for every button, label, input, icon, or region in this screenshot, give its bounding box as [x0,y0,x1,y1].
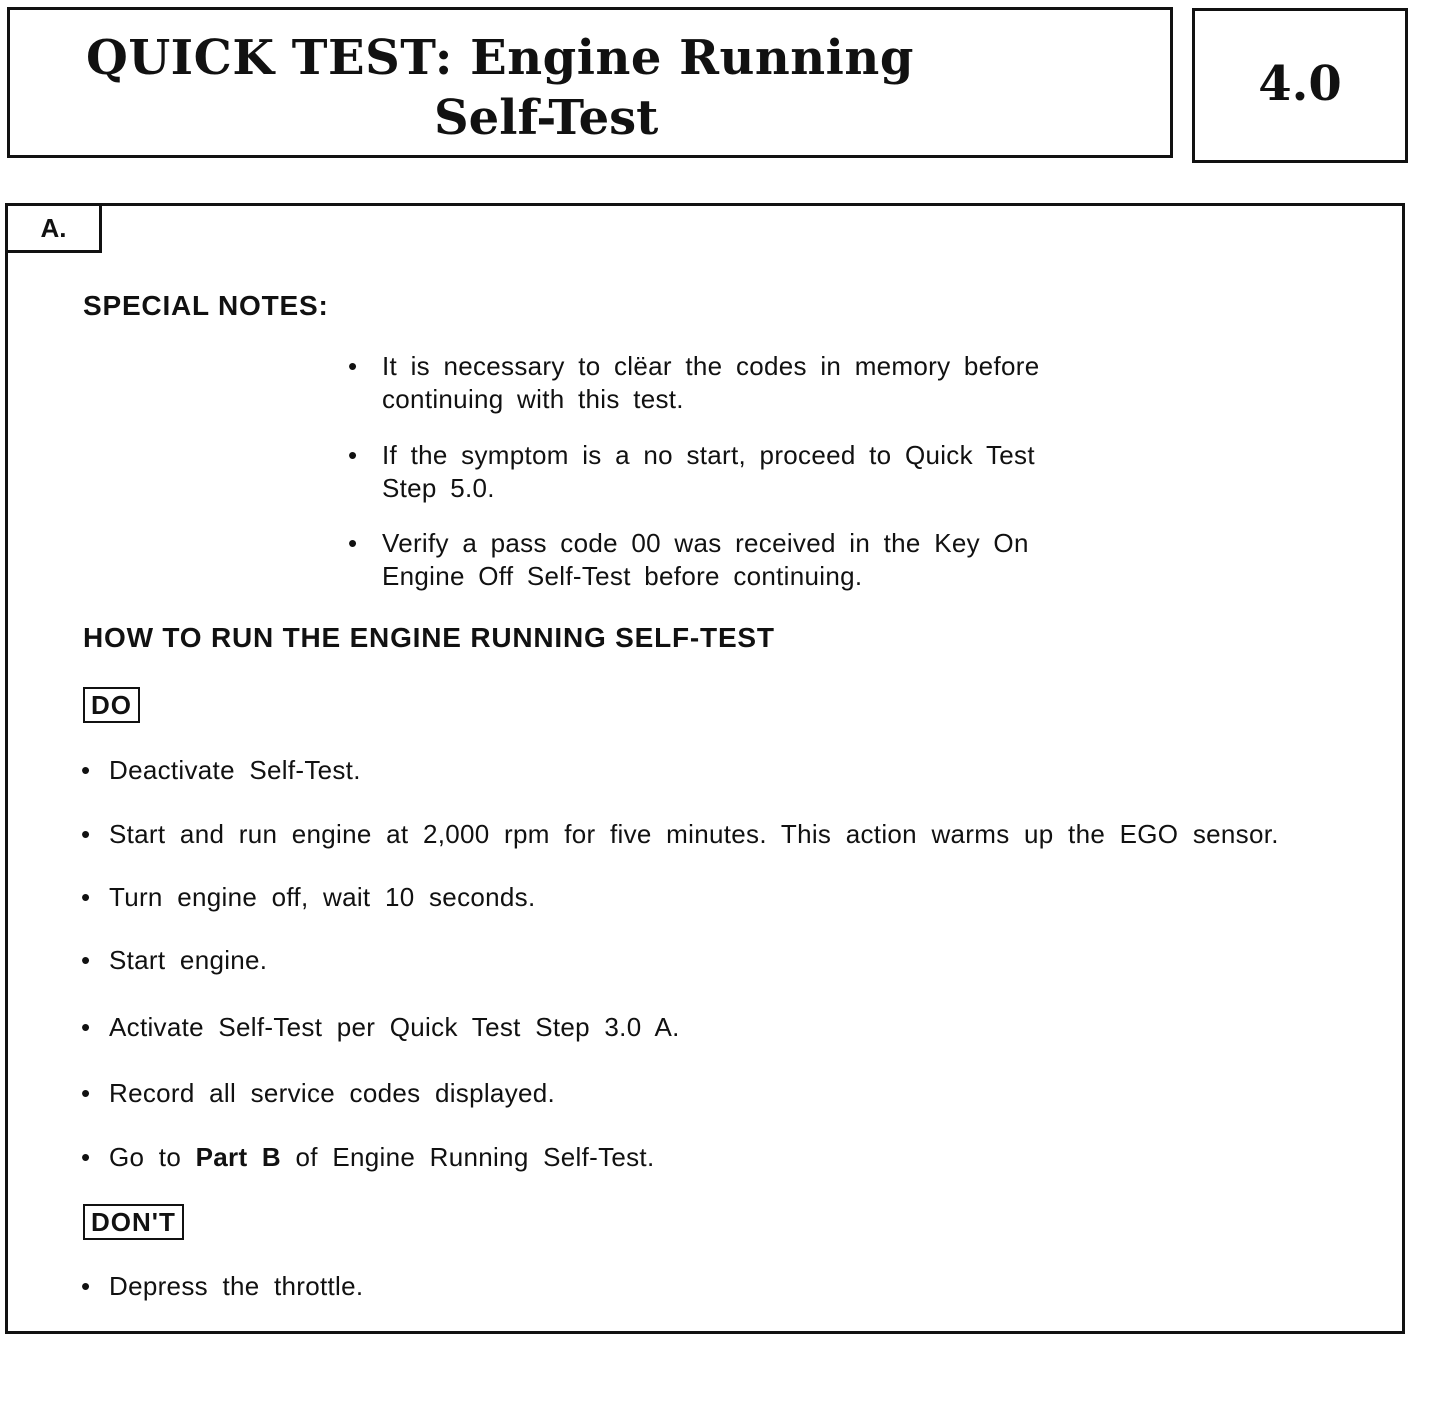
step-number: 4.0 [1258,55,1342,112]
bullet-icon: • [348,351,358,381]
do-item-text: Activate Self-Test per Quick Test Step 3.0 A. [109,1012,680,1042]
title-box [7,7,1173,158]
bullet-icon: • [348,528,358,558]
bullet-icon: • [81,945,91,975]
note-item [348,350,1078,416]
note-text: Verify a pass code 00 was received in the Key On Engine Off Self-Test before continuing. [382,528,1029,591]
section-label: A. [5,203,102,253]
do-item [81,944,267,976]
bullet-icon: • [81,819,91,849]
do-item-text: Start and run engine at 2,000 rpm for five minutes. This action warms up the EGO sensor. [109,819,1279,849]
special-notes-heading: SPECIAL NOTES: [83,290,329,321]
do-item [81,818,1279,850]
do-item [81,1011,680,1043]
do-item-text: Record all service codes displayed. [109,1078,556,1108]
do-item-text: Turn engine off, wait 10 seconds. [109,882,536,912]
do-item-text: Deactivate Self-Test. [109,755,361,785]
part-b-suffix: of Engine Running Self-Test. [281,1142,655,1172]
bullet-icon: • [348,440,358,470]
dont-label: DON'T [83,1204,184,1240]
do-item-text: Start engine. [109,945,268,975]
do-item [81,754,361,786]
page-title-line2: Self-Test [434,90,659,146]
bullet-icon: • [81,1142,91,1172]
do-item [81,881,535,913]
bullet-icon: • [81,755,91,785]
note-text: It is necessary to clëar the codes in memory before continuing with this test. [382,351,1040,414]
bullet-icon: • [81,1078,91,1108]
how-to-heading: HOW TO RUN THE ENGINE RUNNING SELF-TEST [83,622,775,653]
step-number-box [1192,8,1408,163]
part-b-prefix: Go to [109,1142,196,1172]
bullet-icon: • [81,1012,91,1042]
page-title-line1: QUICK TEST: Engine Running [86,30,914,86]
note-item [348,439,1078,505]
bullet-icon: • [81,882,91,912]
do-item [81,1077,555,1109]
note-text: If the symptom is a no start, proceed to Quick Test Step 5.0. [382,440,1035,503]
do-label: DO [83,687,140,723]
dont-item [81,1270,363,1302]
do-item-part-b [81,1141,654,1173]
dont-item-text: Depress the throttle. [109,1271,364,1301]
note-item [348,527,1078,593]
bullet-icon: • [81,1271,91,1301]
section-panel [5,203,1405,1334]
part-b-reference: Part B [195,1142,282,1172]
